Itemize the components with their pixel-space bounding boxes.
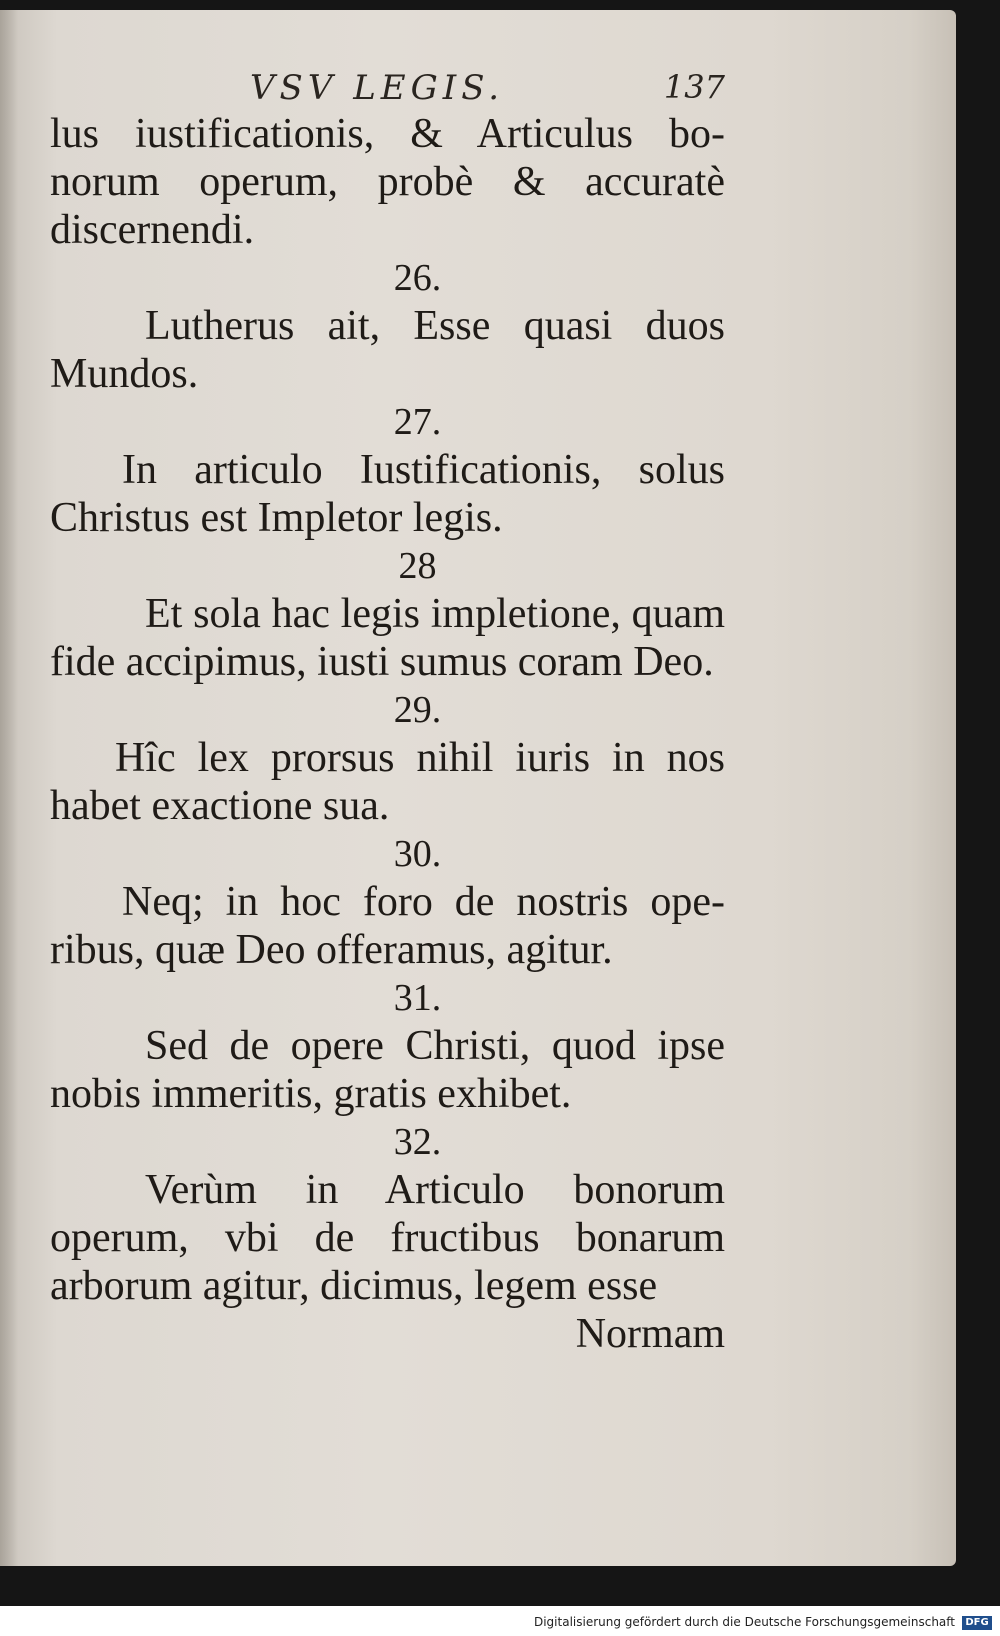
- thesis-number: 27.: [393, 401, 442, 443]
- thesis-28: [50, 542, 725, 686]
- thesis-number: 31.: [393, 977, 442, 1019]
- thesis-31: [50, 974, 725, 1118]
- book-page: [0, 10, 956, 1566]
- dfg-logo-icon: DFG: [962, 1616, 992, 1630]
- page-header: [250, 68, 725, 108]
- thesis-26: [50, 254, 725, 398]
- thesis-number: 28: [398, 545, 437, 587]
- funding-credit: Digitalisierung gefördert durch die Deutsche Forschungsgemeinschaft: [533, 1615, 955, 1629]
- page-number: 137: [663, 68, 725, 106]
- thesis-text: Neq; in hoc foro de nostris ope- ribus, quæ Deo offeramus, agitur.: [50, 879, 725, 973]
- thesis-text: Verùm in Articulo bonorum operum, vbi de fructibus bonarum arborum agitur, dicimus, legem esse: [50, 1167, 725, 1309]
- digitization-footer: [0, 1606, 1000, 1636]
- thesis-text: Lutherus ait, Esse quasi duos Mundos.: [50, 303, 725, 397]
- thesis-27: [50, 398, 725, 542]
- continuation-paragraph: lus iustificationis, & Articulus bo- norum operum, probè & accuratè discernendi.: [50, 111, 725, 253]
- running-head: VSV LEGIS.: [250, 68, 505, 108]
- thesis-number: 30.: [393, 833, 442, 875]
- thesis-text: In articulo Iustificationis, solus Christus est Impletor legis.: [50, 447, 725, 541]
- thesis-text: Hîc lex prorsus nihil iuris in nos habet exactione sua.: [50, 735, 725, 829]
- thesis-number: 29.: [393, 689, 442, 731]
- thesis-32: [50, 1118, 725, 1310]
- thesis-text: Et sola hac legis impletione, quam fide accipimus, iusti sumus coram Deo.: [50, 591, 725, 685]
- catchword: Normam: [575, 1311, 725, 1357]
- thesis-text: Sed de opere Christi, quod ipse nobis immeritis, gratis exhibet.: [50, 1023, 725, 1117]
- thesis-number: 32.: [393, 1121, 442, 1163]
- thesis-number: 26.: [393, 257, 442, 299]
- text-block: [50, 110, 725, 1358]
- thesis-30: [50, 830, 725, 974]
- thesis-29: [50, 686, 725, 830]
